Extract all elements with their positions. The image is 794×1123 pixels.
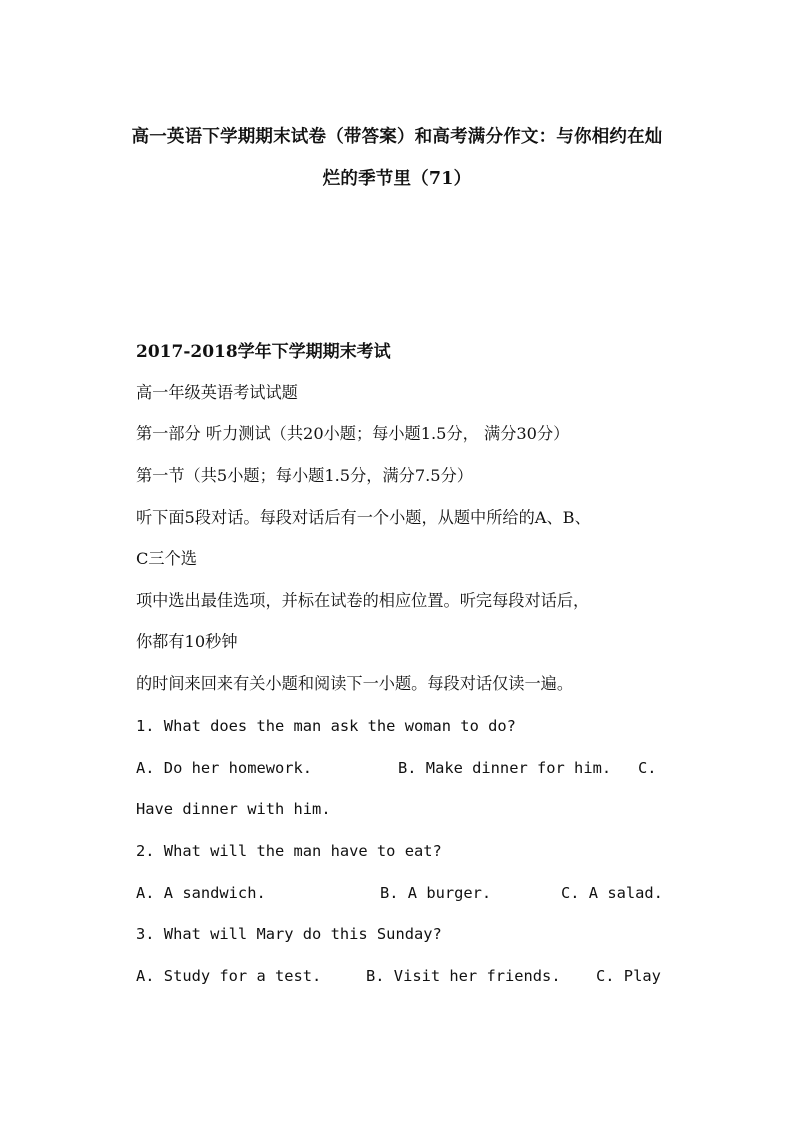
- instruction-line: 的时间来回来有关小题和阅读下一小题。每段对话仅读一遍。: [136, 674, 574, 693]
- answer-option: B. Make dinner for him.: [398, 759, 612, 777]
- question-stem: 1. What does the man ask the woman to do?: [136, 717, 516, 735]
- answer-option: B. A burger.: [380, 884, 492, 902]
- exam-year-heading: 2017-2018学年下学期期末考试: [136, 342, 391, 362]
- answer-option: C. Play: [596, 967, 661, 985]
- question-stem: 3. What will Mary do this Sunday?: [136, 925, 442, 943]
- question-stem: 2. What will the man have to eat?: [136, 842, 442, 860]
- answer-option-continuation: Have dinner with him.: [136, 800, 331, 818]
- document-title-line-1: 高一英语下学期期末试卷（带答案）和高考满分作文：与你相约在灿: [131, 127, 663, 147]
- answer-option: B. Visit her friends.: [366, 967, 561, 985]
- answer-option: A. Do her homework.: [136, 759, 313, 777]
- instruction-line: 你都有10秒钟: [136, 632, 238, 651]
- exam-subtitle: 高一年级英语考试试题: [136, 383, 298, 402]
- instruction-line: C三个选: [136, 549, 197, 568]
- answer-option: A. A sandwich.: [136, 884, 266, 902]
- instruction-line: 听下面5段对话。每段对话后有一个小题，从题中所给的A、B、: [136, 508, 591, 527]
- answer-option: C. A salad.: [561, 884, 663, 902]
- section-one-heading: 第一节（共5小题；每小题1.5分，满分7.5分）: [136, 466, 473, 485]
- document-title-line-2: 烂的季节里（71）: [322, 169, 472, 189]
- part-one-heading: 第一部分 听力测试（共20小题；每小题1.5分， 满分30分）: [136, 424, 570, 443]
- answer-option: C.: [638, 759, 657, 777]
- answer-option: A. Study for a test.: [136, 967, 322, 985]
- instruction-line: 项中选出最佳选项，并标在试卷的相应位置。听完每段对话后，: [136, 591, 590, 610]
